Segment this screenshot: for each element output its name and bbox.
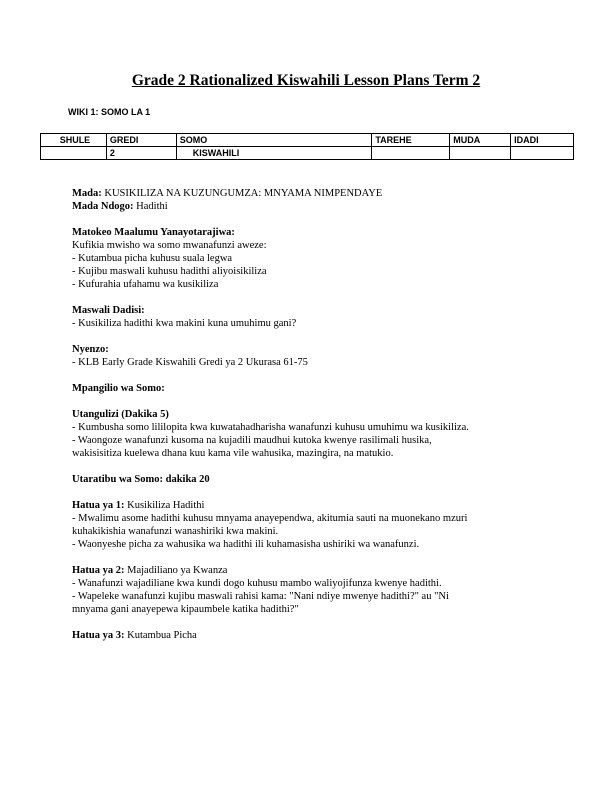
header-tarehe: TAREHE — [372, 134, 450, 147]
page-title: Grade 2 Rationalized Kiswahili Lesson Plans Term 2 — [131, 72, 481, 89]
header-somo: SOMO — [176, 134, 372, 147]
cell-muda — [450, 147, 511, 160]
matokeo-heading: Matokeo Maalumu Yanayotarajiwa: — [72, 227, 235, 238]
list-item: - Kusikiliza hadithi kwa makini kuna umuhimu gani? — [72, 318, 297, 329]
week-lesson-label: WIKI 1: SOMO LA 1 — [68, 107, 151, 117]
list-item: - Kujibu maswali kuhusu hadithi aliyoisikiliza — [72, 266, 267, 277]
cell-tarehe — [372, 147, 450, 160]
cell-gredi: 2 — [106, 147, 176, 160]
list-item: - Wanafunzi wajadiliane kwa kundi dogo kuhusu mambo waliyojifunza kwenye hadithi. — [72, 578, 442, 589]
cell-somo: KISWAHILI — [176, 147, 372, 160]
hatua-2-heading: Hatua ya 2: Majadiliano ya Kwanza — [72, 565, 228, 576]
header-gredi: GREDI — [106, 134, 176, 147]
header-idadi: IDADI — [511, 134, 574, 147]
list-item: - Waonyeshe picha za wahusika wa hadithi ili kuhamasisha ushiriki wa wanafunzi. — [72, 539, 420, 550]
utangulizi-heading: Utangulizi (Dakika 5) — [72, 409, 169, 420]
header-shule: SHULE — [41, 134, 107, 147]
hatua-1-heading: Hatua ya 1: Kusikiliza Hadithi — [72, 500, 205, 511]
list-item: - Kumbusha somo lililopita kwa kuwatahadharisha wanafunzi kuhusu umuhimu wa kusikiliza. — [72, 422, 469, 433]
mpangilio-heading: Mpangilio wa Somo: — [72, 383, 165, 394]
lesson-content — [72, 187, 540, 642]
list-item: - KLB Early Grade Kiswahili Gredi ya 2 Ukurasa 61-75 — [72, 357, 308, 368]
cell-idadi — [511, 147, 574, 160]
list-item: - Kutambua picha kuhusu suala legwa — [72, 253, 233, 264]
list-item: kuhakikishia wanafunzi wanashiriki kwa makini. — [72, 526, 279, 537]
table-header-row — [41, 134, 574, 147]
list-item: - Waongoze wanafunzi kusoma na kujadili maudhui kutoka kwenye rasilimali husika, — [72, 435, 432, 446]
list-item: wakisisitiza kuelewa dhana kuu kama vile wahusika, mazingira, na matukio. — [72, 448, 394, 459]
header-muda: MUDA — [450, 134, 511, 147]
list-item: mnyama gani anayepewa kipaumbele katika hadithi?" — [72, 604, 299, 615]
table-row — [41, 147, 574, 160]
mada-line: Mada: KUSIKILIZA NA KUZUNGUMZA: MNYAMA NIMPENDAYE — [72, 188, 383, 199]
maswali-heading: Maswali Dadisi: — [72, 305, 145, 316]
mada-ndogo-line: Mada Ndogo: Hadithi — [72, 201, 168, 212]
cell-shule — [41, 147, 107, 160]
utaratibu-heading: Utaratibu wa Somo: dakika 20 — [72, 474, 210, 485]
list-item: - Kufurahia ufahamu wa kusikiliza — [72, 279, 219, 290]
list-item: - Mwalimu asome hadithi kuhusu mnyama anayependwa, akitumia sauti na muonekano mzuri — [72, 513, 468, 524]
lesson-info-table — [40, 133, 574, 160]
hatua-3-heading: Hatua ya 3: Kutambua Picha — [72, 630, 197, 641]
list-item: - Wapeleke wanafunzi kujibu maswali rahisi kama: "Nani ndiye mwenye hadithi?" au "Ni — [72, 591, 449, 602]
nyenzo-heading: Nyenzo: — [72, 344, 109, 355]
matokeo-intro: Kufikia mwisho wa somo mwanafunzi aweze: — [72, 240, 267, 251]
